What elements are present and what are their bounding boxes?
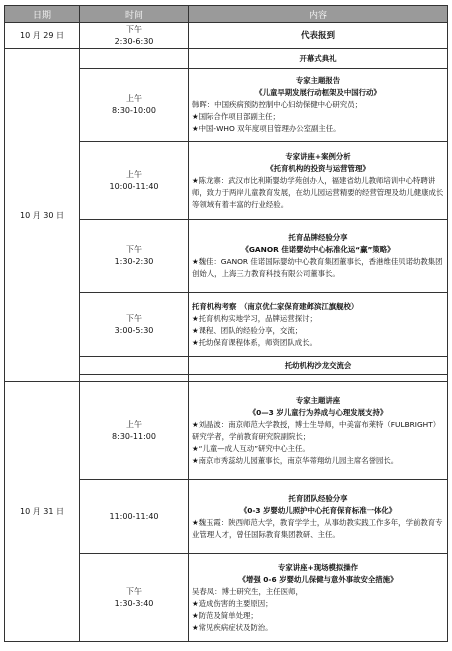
session-type: 专家主题讲座	[295, 395, 341, 405]
time-label: 下午	[126, 245, 142, 254]
time-range: 8:30-10:00	[112, 106, 156, 115]
session-topic: 《0—3 岁儿童行为养成与心理发展支持》	[248, 407, 388, 417]
session-time	[80, 554, 189, 642]
session-time	[80, 69, 189, 142]
speaker-detail: ★中国-WHO 双年度项目管理办公室副主任。	[192, 124, 341, 133]
session-topic: 《增强 0-6 岁婴幼儿保健与意外事故安全措施》	[238, 574, 398, 584]
session-type: 专家主题报告	[295, 76, 341, 85]
session-content	[189, 554, 448, 642]
opening-title: 开幕式典礼	[189, 49, 448, 69]
session-content	[189, 220, 448, 293]
speaker-bio: ★刘晶波：南京师范大学教授，博士生导师，中美富布莱特（FULBRIGHT）研究学者，学前教育研究院副院长；	[192, 419, 441, 441]
time-range: 2:30-6:30	[114, 36, 154, 46]
opening-time	[80, 49, 189, 69]
header-time: 时间	[80, 6, 189, 23]
topic-item: ★常见疾病症状及防治。	[192, 622, 273, 632]
session-type: 托育品牌经验分享	[288, 233, 348, 242]
speaker-line: 韩晖：中国疾病预防控制中心妇幼保健中心研究员；	[192, 100, 362, 109]
day1-date: 10 月 29 日	[5, 23, 80, 49]
time-range: 1:30-2:30	[114, 257, 154, 266]
day3-date: 10 月 31 日	[5, 382, 80, 642]
salon-time	[80, 357, 189, 375]
session-type: 专家讲座+现场模拟操作	[277, 562, 359, 572]
session-time	[80, 220, 189, 293]
session-content	[189, 480, 448, 554]
day1-registration-row	[5, 23, 448, 49]
session-topic: 《GANOR 佳诺婴幼中心标准化运“赢”策略》	[241, 245, 395, 254]
session-time	[80, 480, 189, 554]
header-date: 日期	[5, 6, 80, 23]
time-label: 下午	[126, 24, 142, 34]
speaker-line: 吴春凤：博士研究生，主任医师，	[192, 586, 303, 596]
time-label: 上午	[126, 94, 142, 103]
session-topic: 《儿童早期发展行动框架及中国行动》	[255, 88, 381, 97]
visit-item: ★课程、团队的经验分享，交流；	[192, 325, 303, 335]
spacer-cell	[189, 375, 448, 382]
day2-date: 10 月 30 日	[5, 49, 80, 382]
topic-item: ★防范及简单处理；	[192, 610, 258, 620]
session-content	[189, 293, 448, 357]
session-time	[80, 142, 189, 220]
day1-time	[80, 23, 189, 49]
header-content: 内容	[189, 6, 448, 23]
speaker-detail: ★国际合作项目部副主任；	[192, 112, 280, 121]
time-range: 8:30-11:00	[112, 431, 156, 441]
salon-title: 托幼机构沙龙交流会	[189, 357, 448, 375]
schedule-table	[4, 5, 448, 642]
time-range: 10:00-11:40	[109, 181, 159, 191]
speaker-bio: ★魏玉霞：陕西师范大学，教育学学士，从事幼教实践工作多年，学前教育专业管理人才，曾任国际教育集团教研、主任。	[192, 517, 443, 539]
session-content	[189, 142, 448, 220]
time-range: 11:00-11:40	[109, 511, 159, 521]
session-content	[189, 382, 448, 480]
speaker-detail: ★“儿童—成人互动”研究中心主任。	[192, 443, 310, 453]
session-type: 专家讲座+案例分析	[285, 151, 351, 161]
session-time	[80, 293, 189, 357]
visit-item: ★托幼保育课程体系，师资团队成长。	[192, 337, 317, 347]
speaker-bio: ★魏佳：GANOR 佳诺国际婴幼中心教育集团董事长，香港维佳贝诺幼教集团创始人，上海三力教育科技有限公司董事长。	[192, 257, 443, 278]
time-label: 下午	[126, 586, 142, 596]
speaker-detail: ★南京市秀蕊幼儿园董事长，南京华蒂翔幼儿园主席名誉园长。	[192, 455, 399, 465]
time-label: 上午	[126, 169, 142, 179]
speaker-bio: ★陈龙寨：武汉市比利斯婴幼学苑创办人，福建省幼儿教师培训中心特聘讲师，致力于两岸儿童教育发展，在幼儿园运营精要的经营管理及幼儿健康成长等领域有着丰富的行业经验。	[192, 175, 444, 209]
time-range: 1:30-3:40	[114, 598, 154, 608]
opening-row	[5, 49, 448, 69]
session-type: 托育机构考察 （南京优仁家保育建邺滨江旗舰校）	[192, 301, 359, 311]
time-range: 3:00-5:30	[114, 325, 154, 335]
visit-item: ★托育机构实地学习，品牌运营探讨；	[192, 313, 317, 323]
session-topic: 《托育机构的投资与运营管理》	[266, 163, 370, 173]
topic-item: ★造成伤害的主要原因；	[192, 598, 273, 608]
session-content	[189, 69, 448, 142]
spacer-cell	[80, 375, 189, 382]
session-row	[5, 382, 448, 480]
time-label: 下午	[126, 313, 142, 323]
time-label: 上午	[126, 419, 142, 429]
session-type: 托育团队经验分享	[288, 493, 348, 503]
registration-title: 代表报到	[189, 23, 448, 49]
session-time	[80, 382, 189, 480]
session-topic: 《0-3 岁婴幼儿照护中心托育保育标准一体化》	[239, 505, 397, 515]
header-row	[5, 6, 448, 23]
